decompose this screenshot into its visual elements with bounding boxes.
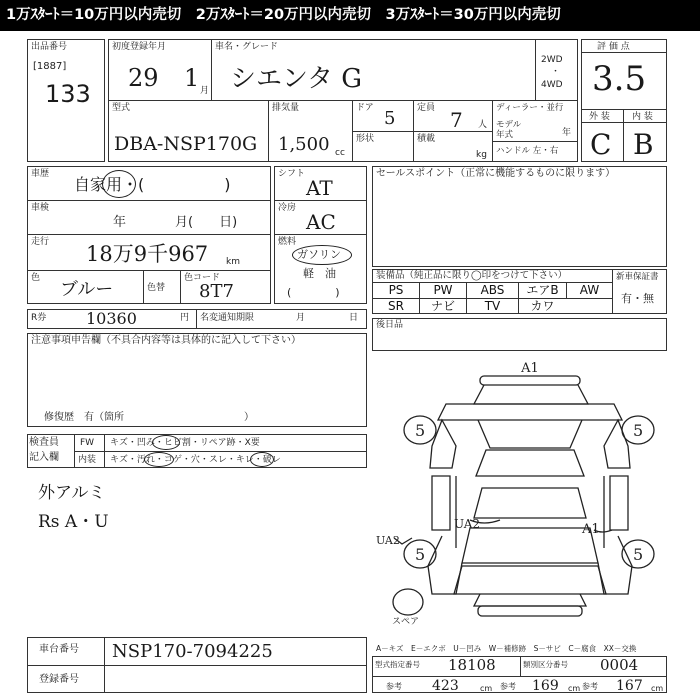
repair-label: 修復歴 有（箇所 ） — [44, 412, 254, 423]
door-value: 5 — [384, 108, 396, 129]
chassis-label: 車台番号 — [39, 644, 79, 655]
history-value: 自家用・( ) — [74, 175, 231, 194]
fuel-circle — [292, 245, 352, 265]
cap-unit: 人 — [478, 120, 488, 130]
color-change-label: 色替 — [147, 283, 166, 293]
fw-label: FW — [80, 438, 95, 448]
dent-circle — [152, 435, 180, 450]
fuel-value: ガソリン — [297, 248, 341, 261]
load-label: 積載 — [417, 134, 436, 144]
equip-sr: SR — [388, 299, 404, 313]
shift-value: AT — [306, 176, 333, 200]
type-value: 18108 — [448, 656, 496, 674]
type-label: 型式指定番号 — [375, 660, 420, 669]
fuel-label: 燃料 — [278, 237, 297, 247]
recycle-label: R券 — [31, 313, 47, 323]
insp-label2: 記入欄 — [29, 452, 59, 463]
insp-label: 検査員 — [29, 437, 59, 448]
shift-label: シフト — [278, 169, 306, 179]
tire-rr: 5 — [633, 545, 644, 564]
scuff-circle — [250, 452, 274, 467]
ext-label: 外 装 — [589, 112, 610, 122]
equip-leather: カワ — [530, 299, 555, 313]
color-label: 色 — [31, 273, 41, 283]
reg-label: 初度登録年月 — [112, 42, 167, 52]
sales-label: セールスポイント（正常に機能するものに限ります） — [376, 168, 616, 179]
cap-label: 定員 — [417, 103, 436, 113]
height-value: 167 — [616, 678, 643, 694]
later-label: 後日品 — [376, 320, 404, 330]
ins-day: 日 — [349, 313, 359, 323]
int-insp-label: 内装 — [78, 455, 97, 465]
class-value: 0004 — [600, 656, 639, 674]
ref-label: 参考 — [386, 682, 402, 691]
lot-sub: [1887] — [33, 61, 67, 72]
insp-month: 月( 日) — [175, 215, 238, 230]
color-code-label: 色コード — [184, 273, 221, 283]
auction-banner: 1万ｽﾀｰﾄ＝10万円以内売切 2万ｽﾀｰﾄ＝20万円以内売切 3万ｽﾀｰﾄ＝30万円以内売切 — [0, 0, 700, 31]
equip-navi: ナビ — [430, 299, 455, 313]
equip-pw: PW — [433, 283, 453, 297]
equip-aw: AW — [579, 283, 600, 297]
warranty-label: 新車保証書 — [616, 272, 659, 282]
door-label: ドア — [356, 103, 374, 113]
color-value: ブルー — [60, 279, 114, 300]
cc-unit: cc — [335, 148, 345, 158]
wd-dot: ・ — [551, 67, 561, 77]
damage-ua2-left: UA2 — [376, 534, 400, 547]
model-value: DBA-NSP170G — [114, 133, 258, 155]
recycle-box — [27, 309, 367, 329]
damage-legend: A－キズ E－エクボ U－凹み W－補修跡 S－サビ C－腐食 XX－交換 — [376, 644, 637, 653]
cc-label: 排気量 — [272, 103, 300, 113]
inspection-label: 車検 — [31, 203, 50, 213]
class-label: 類別区分番号 — [523, 660, 568, 669]
int-items: キズ・汚れ・コゲ・穴・スレ・キレ・破レ — [110, 455, 281, 465]
handle-label: ハンドル 左・右 — [496, 146, 559, 156]
ac-value: AC — [306, 210, 336, 234]
name-label: 車名・グレード — [215, 42, 279, 52]
lot-number: 133 — [45, 80, 91, 108]
history-circle — [102, 170, 136, 198]
yen-unit: 円 — [180, 313, 190, 323]
reg-no-label: 登録番号 — [39, 674, 79, 685]
caution-label: 注意事項申告欄（不具合内容等は具体的に記入して下さい） — [31, 335, 301, 346]
tire-fl: 5 — [415, 421, 426, 440]
sales-box — [372, 166, 667, 267]
equip-tv: TV — [484, 299, 501, 313]
reg-year: 29 — [128, 64, 159, 92]
model-label: 型式 — [112, 103, 131, 113]
warranty-value: 有・無 — [621, 292, 654, 305]
damage-a1-top: A1 — [521, 361, 539, 376]
mileage-label: 走行 — [31, 237, 50, 247]
ext-value: C — [590, 128, 612, 161]
color-code-value: 8T7 — [199, 281, 234, 302]
year-unit: 年 — [562, 128, 572, 138]
ref-label-2: 参考 — [500, 682, 516, 691]
stain-circle — [144, 452, 174, 467]
cap-value: 7 — [450, 108, 463, 132]
damage-a1-right: A1 — [582, 522, 600, 537]
reg-month: 1 — [184, 64, 200, 92]
insp-year: 年 — [113, 215, 127, 230]
equip-ps: PS — [388, 283, 404, 297]
width-value: 169 — [532, 678, 559, 694]
cm-unit-1: cm — [480, 684, 493, 693]
spare-label: スペア — [392, 617, 420, 626]
ref-label-3: 参考 — [582, 682, 598, 691]
wd4: 4WD — [541, 80, 563, 90]
equip-airbag: エアB — [526, 283, 559, 297]
fuel-other: 軽 油 — [303, 267, 336, 280]
grade-value: 3.5 — [592, 59, 647, 99]
car-diagram — [372, 358, 672, 626]
shape-label: 形状 — [356, 134, 375, 144]
damage-ua2-center: UA2 — [454, 517, 481, 531]
handwritten-note2: Rs A・U — [38, 512, 109, 532]
int-value: B — [633, 128, 654, 161]
grade-label: 評 価 点 — [597, 42, 630, 52]
km-unit: km — [226, 257, 240, 267]
history-label: 車歴 — [31, 169, 50, 179]
cm-unit-3: cm — [651, 684, 664, 693]
length-value: 423 — [432, 678, 459, 694]
int-label: 内 装 — [632, 112, 653, 122]
chassis-value: NSP170-7094225 — [112, 641, 273, 662]
model-year-label: モデル — [496, 120, 522, 130]
tire-fr: 5 — [633, 421, 644, 440]
lot-label: 出品番号 — [31, 42, 68, 52]
mileage-value: 18万9千967 — [86, 242, 209, 266]
fw-items: キズ・凹み・ヒビ割・リペア跡・X要 — [110, 438, 260, 448]
tire-rl: 5 — [415, 545, 426, 564]
recycle-value: 10360 — [86, 309, 137, 328]
equip-label: 装備品（純正品に限り◯印をつけて下さい） — [376, 270, 568, 281]
handwritten-note1: 外アルミ — [38, 483, 106, 503]
cm-unit-2: cm — [568, 684, 581, 693]
name-value: シエンタ G — [230, 64, 362, 94]
wd2: 2WD — [541, 55, 563, 65]
equip-abs: ABS — [480, 283, 505, 297]
ac-label: 冷房 — [278, 203, 297, 213]
fuel-paren: ( ) — [287, 286, 340, 299]
dealer-label: ディーラー・並行 — [496, 103, 564, 113]
load-unit: kg — [476, 150, 487, 160]
cc-value: 1,500 — [278, 134, 330, 155]
model-year-label2: 年式 — [496, 130, 514, 140]
ins-month: 月 — [296, 313, 306, 323]
month-unit: 月 — [200, 86, 210, 96]
insurance-label: 名変通知期限 — [200, 313, 255, 323]
later-box — [372, 318, 667, 351]
